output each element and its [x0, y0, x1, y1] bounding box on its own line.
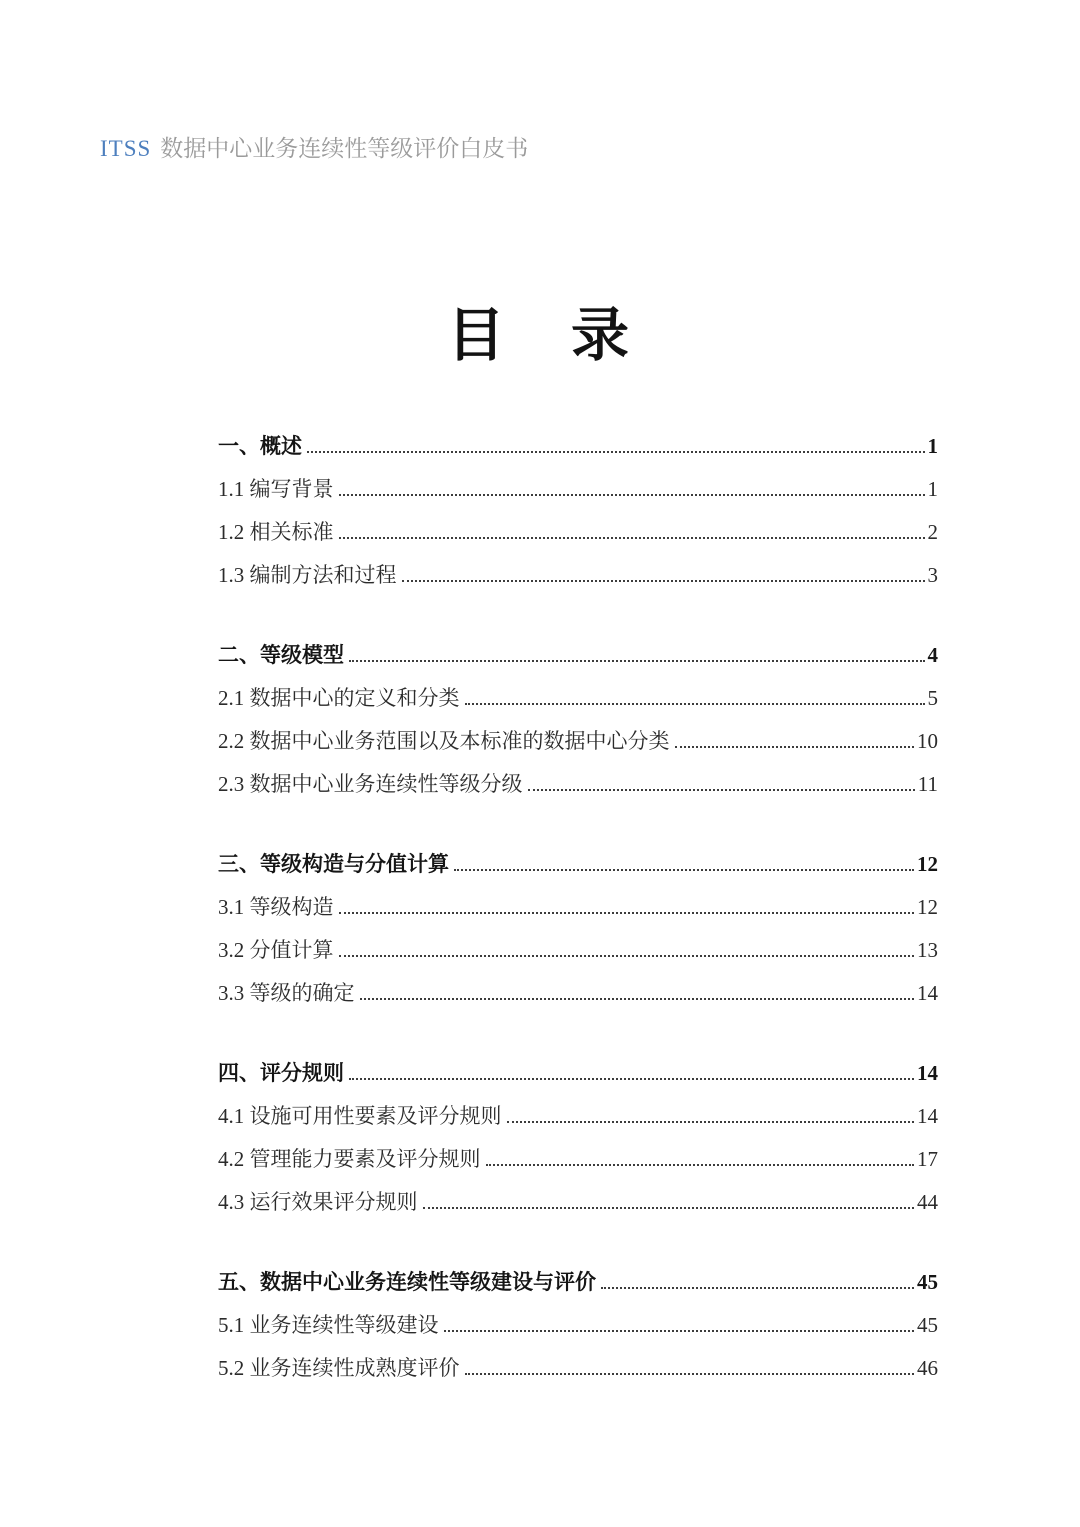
toc-item-row[interactable]: [218, 473, 938, 516]
toc-item-row[interactable]: [218, 1309, 938, 1352]
dot-leader: [307, 451, 925, 453]
toc-entry-page: 4: [927, 643, 938, 667]
toc-section-3: [218, 848, 938, 1020]
toc-section-5: [218, 1266, 938, 1395]
dot-leader: [454, 869, 914, 871]
toc-entry-label: 五、数据中心业务连续性等级建设与评价: [218, 1270, 596, 1294]
toc-entry-label: 3.1 等级构造: [218, 895, 334, 919]
toc-entry-page: 45: [917, 1270, 938, 1294]
dot-leader: [444, 1330, 915, 1332]
toc-entry-label: 二、等级模型: [218, 643, 344, 667]
toc-heading-row[interactable]: [218, 430, 938, 473]
dot-leader: [675, 746, 915, 748]
dot-leader: [339, 955, 915, 957]
toc-entry-label: 三、等级构造与分值计算: [218, 852, 449, 876]
toc-entry-page: 12: [917, 895, 938, 919]
toc-item-row[interactable]: [218, 1100, 938, 1143]
dot-leader: [528, 789, 915, 791]
toc-entry-label: 5.1 业务连续性等级建设: [218, 1313, 439, 1337]
toc-list: [218, 430, 938, 1432]
toc-entry-label: 1.1 编写背景: [218, 477, 334, 501]
toc-item-row[interactable]: [218, 977, 938, 1020]
toc-item-row[interactable]: [218, 516, 938, 559]
toc-heading-row[interactable]: [218, 639, 938, 682]
toc-item-row[interactable]: [218, 768, 938, 811]
toc-entry-label: 3.3 等级的确定: [218, 981, 355, 1005]
toc-entry-page: 11: [917, 772, 938, 796]
toc-entry-label: 3.2 分值计算: [218, 938, 334, 962]
toc-heading-row[interactable]: [218, 1057, 938, 1100]
dot-leader: [423, 1207, 915, 1209]
toc-entry-page: 14: [917, 1061, 938, 1085]
toc-entry-label: 4.1 设施可用性要素及评分规则: [218, 1104, 502, 1128]
dot-leader: [465, 703, 925, 705]
toc-entry-label: 2.1 数据中心的定义和分类: [218, 686, 460, 710]
toc-entry-page: 14: [917, 1104, 938, 1128]
dot-leader: [339, 494, 925, 496]
toc-entry-page: 5: [927, 686, 938, 710]
dot-leader: [601, 1287, 914, 1289]
dot-leader: [349, 660, 925, 662]
toc-entry-page: 1: [927, 477, 938, 501]
toc-entry-page: 3: [927, 563, 938, 587]
toc-entry-label: 四、评分规则: [218, 1061, 344, 1085]
toc-item-row[interactable]: [218, 1186, 938, 1229]
toc-entry-page: 17: [917, 1147, 938, 1171]
toc-item-row[interactable]: [218, 559, 938, 602]
toc-entry-page: 13: [917, 938, 938, 962]
toc-entry-page: 46: [917, 1356, 938, 1380]
toc-title: 目 录: [446, 303, 633, 368]
toc-entry-page: 14: [917, 981, 938, 1005]
dot-leader: [465, 1373, 915, 1375]
toc-entry-label: 4.3 运行效果评分规则: [218, 1190, 418, 1214]
toc-entry-page: 1: [927, 434, 938, 458]
dot-leader: [486, 1164, 915, 1166]
dot-leader: [360, 998, 915, 1000]
toc-item-row[interactable]: [218, 682, 938, 725]
toc-entry-label: 4.2 管理能力要素及评分规则: [218, 1147, 481, 1171]
toc-entry-label: 2.3 数据中心业务连续性等级分级: [218, 772, 523, 796]
toc-item-row[interactable]: [218, 1352, 938, 1395]
toc-section-2: [218, 639, 938, 811]
dot-leader: [339, 537, 925, 539]
header-title: 数据中心业务连续性等级评价白皮书: [160, 136, 529, 161]
dot-leader: [339, 912, 915, 914]
toc-heading-row[interactable]: [218, 1266, 938, 1309]
dot-leader: [402, 580, 925, 582]
itss-brand-text: ITSS: [100, 136, 152, 161]
page-header: [100, 130, 528, 163]
toc-entry-label: 一、概述: [218, 434, 302, 458]
toc-item-row[interactable]: [218, 1143, 938, 1186]
toc-entry-page: 44: [917, 1190, 938, 1214]
toc-entry-label: 2.2 数据中心业务范围以及本标准的数据中心分类: [218, 729, 670, 753]
toc-entry-page: 2: [927, 520, 938, 544]
toc-section-4: [218, 1057, 938, 1229]
dot-leader: [507, 1121, 915, 1123]
toc-item-row[interactable]: [218, 891, 938, 934]
toc-entry-page: 10: [917, 729, 938, 753]
toc-entry-page: 12: [917, 852, 938, 876]
toc-entry-label: 1.2 相关标准: [218, 520, 334, 544]
toc-item-row[interactable]: [218, 725, 938, 768]
toc-entry-label: 5.2 业务连续性成熟度评价: [218, 1356, 460, 1380]
toc-entry-page: 45: [917, 1313, 938, 1337]
dot-leader: [349, 1078, 914, 1080]
toc-entry-label: 1.3 编制方法和过程: [218, 563, 397, 587]
toc-section-1: [218, 430, 938, 602]
toc-item-row[interactable]: [218, 934, 938, 977]
toc-heading-row[interactable]: [218, 848, 938, 891]
